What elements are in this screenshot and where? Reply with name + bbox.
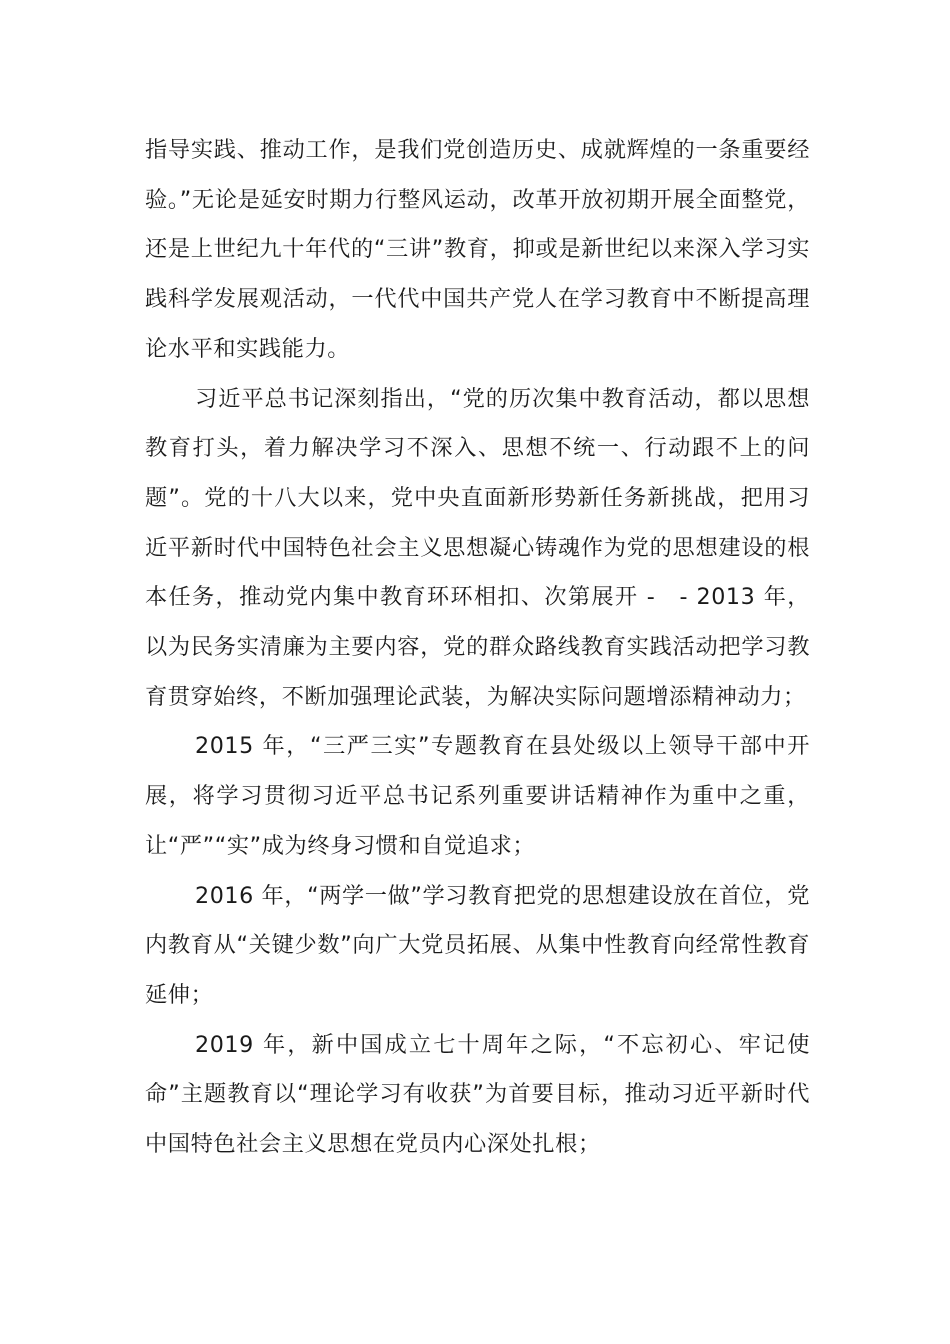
document-body — [145, 126, 810, 1170]
paragraph-3: 2015 年，“三严三实”专题教育在县处级以上领导干部中开展，将学习贯彻习近平总书记系列重要讲话精神作为重中之重，让“严”“实”成为终身习惯和自觉追求； — [145, 733, 810, 859]
paragraph-5: 2019 年，新中国成立七十周年之际，“不忘初心、牢记使命”主题教育以“理论学习有收获”为首要目标，推动习近平新时代中国特色社会主义思想在党员内心深处扎根； — [145, 1031, 810, 1158]
paragraph-4: 2016 年，“两学一做”学习教育把党的思想建设放在首位，党内教育从“关键少数”向广大党员拓展、从集中性教育向经常性教育延伸； — [145, 882, 810, 1008]
paragraph-1: 指导实践、推动工作，是我们党创造历史、成就辉煌的一条重要经验。”无论是延安时期力行整风运动，改革开放初期开展全面整党，还是上世纪九十年代的“三讲”教育，抑或是新世纪以来深入学习实践科学发展观活动，一代代中国共产党人在学习教育中不断提高理论水平和实践能力。 — [145, 137, 810, 362]
paragraph-2: 习近平总书记深刻指出，“党的历次集中教育活动，都以思想教育打头，着力解决学习不深入、思想不统一、行动跟不上的问题”。党的十八大以来，党中央直面新形势新任务新挑战，把用习近平新时代中国特色社会主义思想凝心铸魂作为党的思想建设的根本任务，推动党内集中教育环环相扣、次第展开 - - 2013 年，以为民务实清廉为主要内容，党的群众路线教育实践活动把学习教育贯穿始终，不断加强理论武装，为解决实际问题增添精神动力； — [145, 385, 810, 710]
